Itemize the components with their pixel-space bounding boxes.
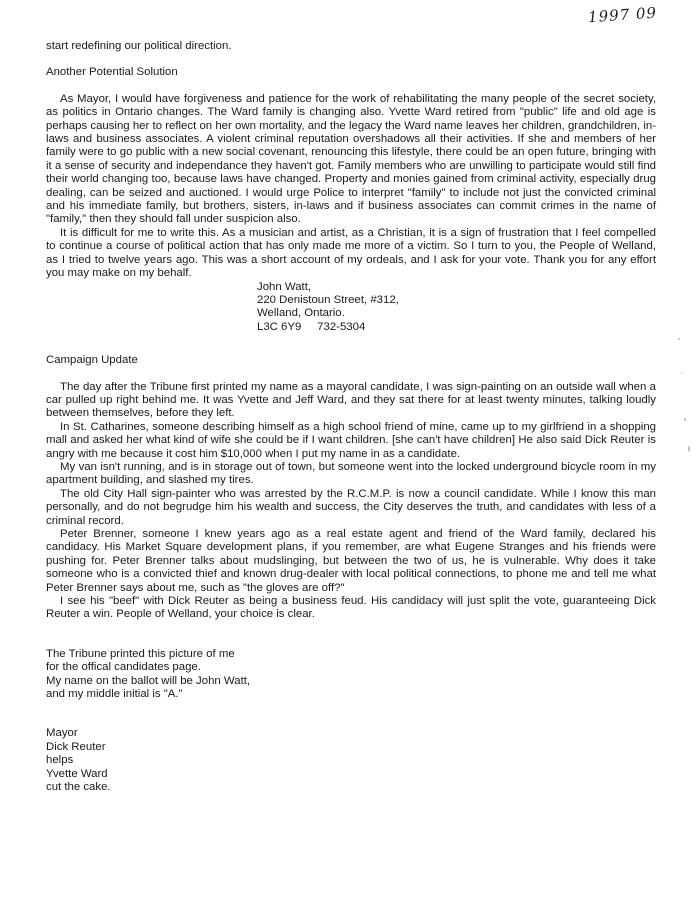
paragraph: Peter Brenner, someone I knew years ago as a real estate agent and friend of the Ward family, declared his candidacy. His Market Square development plans, if you remember, are what Eugene Stranges and his friends were pushing for. Peter Brenner talks about mudslinging, but between the two of us, he is vulnerable. Why does it take someone who is a convicted thief and known drug-dealer with local political connections, to phone me and tell me what Peter Brenner says about me, such as "the gloves are off?" <box>46 528 656 594</box>
scan-speck <box>681 372 682 374</box>
photo-caption <box>46 648 656 702</box>
letter-body <box>46 40 656 795</box>
caption-line: The Tribune printed this picture of me <box>46 647 235 660</box>
handwritten-date-stamp: 1997 09 <box>587 3 658 27</box>
signature-city: Welland, Ontario. <box>257 307 345 320</box>
caption-line: Mayor <box>46 727 78 740</box>
scan-speck <box>688 446 690 452</box>
caption-line: helps <box>46 754 74 767</box>
paragraph: The old City Hall sign-painter who was arrested by the R.C.M.P. is now a council candidate. While I know this man personally, and do not begrudge him his wealth and success, the City deserves the truth, and candidates with less of a criminal record. <box>46 487 656 527</box>
scan-speck <box>684 418 686 421</box>
caption-line: and my middle initial is "A." <box>46 688 183 701</box>
caption-line: Yvette Ward <box>46 767 108 780</box>
cake-caption <box>46 727 656 794</box>
paragraph: My van isn't running, and is in storage out of town, but someone went into the locked underground bicycle room in my apartment building, and slashed my tires. <box>46 460 656 487</box>
paragraph: As Mayor, I would have forgiveness and patience for the work of rehabilitating the many people of the secret society, as politics in Ontario changes. The Ward family is changing also. Yvette Ward retired from "public" life and old age is perhaps causing her to reflect on her own mortality, and the legacy the Ward name leaves her children, grandchildren, in-laws and business associates. A violent criminal reputation overshadows all their activities. If she and members of her family were to go public with a new social covenant, renouncing this lifestyle, there could be an open future, bringing with it a sense of security and independance they haven't got. Family members who are unwilling to participate would still find their world changing too, because laws have changed. Property and monies gained from criminal activity, especially drug dealing, can be seized and auctioned. I would urge Police to interpret "family" to include not just the convicted criminal and his immediate family, but brothers, sisters, in-laws and if business associates can commit crimes in the name of "family," then they should fall under suspicion also. <box>46 92 656 226</box>
paragraph: The day after the Tribune first printed my name as a mayoral candidate, I was sign-painting on an outside wall when a car pulled up right behind me. It was Yvette and Jeff Ward, and they sat there for at least twenty minutes, talking loudly between themselves, before they left. <box>46 380 656 420</box>
signature-postal-phone: L3C 6Y9 732-5304 <box>257 320 366 333</box>
scan-speck <box>678 338 680 340</box>
paragraph: It is difficult for me to write this. As a musician and artist, as a Christian, it is a sign of frustration that I feel compelled to continue a course of political action that has only made me more of a victim. So I turn to you, the People of Welland, as I tried to twelve years ago. This was a short account of my ordeals, and I ask for your vote. Thank you for any effort you may make on my behalf. <box>46 226 656 280</box>
signature-name: John Watt, <box>257 280 312 293</box>
section-heading-campaign-update: Campaign Update <box>46 354 138 367</box>
caption-line: Dick Reuter <box>46 740 106 753</box>
caption-line: for the offical candidates page. <box>46 661 201 674</box>
intro-line: start redefining our political direction. <box>46 40 232 52</box>
signature-block <box>257 281 656 335</box>
paragraph: I see his "beef" with Dick Reuter as being a business feud. His candidacy will just split the vote, guaranteeing Dick Reuter a win. People of Welland, your choice is clear. <box>46 595 656 621</box>
caption-line: cut the cake. <box>46 781 111 794</box>
caption-line: My name on the ballot will be John Watt, <box>46 674 251 687</box>
paragraph: In St. Catharines, someone describing himself as a high school friend of mine, came up to my girlfriend in a shopping mall and asked her what kind of wife she could be if I want children. [she can't have children] He also said Dick Reuter is angry with me because it cost him $10,000 when I put my name in as a candidate. <box>46 420 656 460</box>
signature-street: 220 Denistoun Street, #312, <box>257 293 399 306</box>
section-heading-potential-solution: Another Potential Solution <box>46 66 178 79</box>
